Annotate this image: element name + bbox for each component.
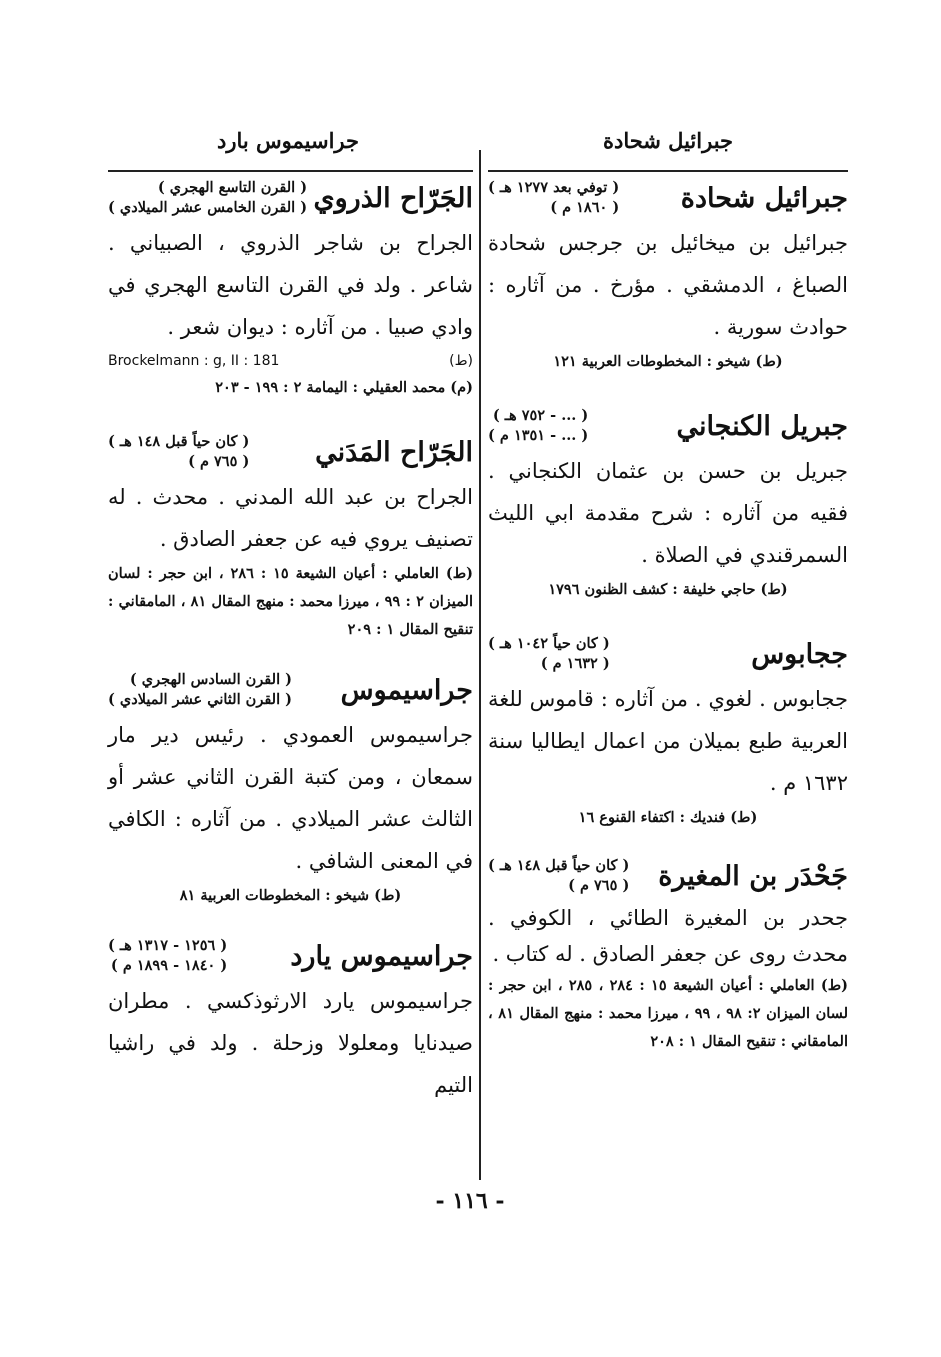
entry-source: (ط) فنديك : اكتفاء القنوع ١٦ <box>578 809 758 826</box>
entry-name: جبرائيل شحادة <box>680 182 848 214</box>
gregorian-date: ( ١٨٤٠ - ١٨٩٩ م ) <box>110 957 228 974</box>
latin-source-line <box>108 348 473 374</box>
entry-jarasimus <box>108 670 473 910</box>
gregorian-date: ( ١٨٦٠ م ) <box>550 199 620 216</box>
entry-text: جحدر بن المغيرة الطائي ، الكوفي . محدث روى عن جعفر الصادق . له كتاب . <box>488 906 848 966</box>
entry-heading <box>488 856 848 896</box>
entry-heading <box>108 670 473 710</box>
entry-dates <box>108 670 292 710</box>
entry-text: جراسيموس يارد الارثوذكسي . مطران صيدنايا ومعلولا وزحلة . ولد في راشيا التيم <box>108 989 473 1097</box>
entry-name: جبريل الكنجاني <box>676 410 848 442</box>
entry-dates <box>488 178 619 218</box>
entry-source: (ط) العاملي : أعيان الشيعة ١٥ : ٢٨٦ ، ابن حجر : لسان الميزان ٢ : ٩٩ ، ميرزا محمد : منهج المقال ٨١ ، المامقاني : تنقيح المقال ١ : ٢٠٩ <box>108 565 473 638</box>
entry-text: جبريل بن حسن بن عثمان الكنجاني . فقيه من آثاره : شرح مقدمة ابي الليث السمرقندي في الصلاة . <box>488 459 848 567</box>
entry-text: جراسيموس العمودي . رئيس دير مار سمعان ، ومن كتبة القرن الثاني عشر أو الثالث عشر الميلادي . من آثاره : الكافي في المعنى الشافي . <box>108 723 473 873</box>
entry-heading <box>488 634 848 674</box>
entry-heading <box>108 936 473 976</box>
entry-jarrah-madani <box>108 432 473 644</box>
entry-dates <box>108 936 227 976</box>
page-number: - ١١٦ - <box>435 1188 505 1214</box>
gregorian-date: ( ١٦٣٢ م ) <box>540 655 610 672</box>
hijri-date: ( كان حياً ١٠٤٢ هـ ) <box>488 635 610 652</box>
hijri-date: ( القرن السادس الهجري ) <box>129 671 293 688</box>
entry-text: جبرائيل بن ميخائيل بن جرجس شحادة الصباغ ، الدمشقي . مؤرخ . من آثاره : حوادث سورية . <box>488 231 848 339</box>
gregorian-date: ( القرن الخامس عشر الميلادي ) <box>108 199 308 216</box>
gregorian-date: ( ... - ١٣٥١ م ) <box>488 427 589 444</box>
entry-jahdar-mughira <box>488 856 848 1056</box>
entry-dates <box>108 432 249 472</box>
entry-name: الجَرّاح المَدَني <box>315 436 473 468</box>
entry-name: جَحْدَر بن المغيرة <box>658 860 848 892</box>
gregorian-date: ( ٧٦٥ م ) <box>188 453 250 470</box>
hijri-date: ( كان حياً قبل ١٤٨ هـ ) <box>488 857 630 874</box>
entry-source: (م) محمد العقيلي : اليمامة ٢ : ١٩٩ - ٢٠٣ <box>215 379 473 396</box>
entry-text: الجراح بن شاجر الذروي ، الصبياني . شاعر . ولد في القرن التاسع الهجري في وادي صبيا . من آثاره : ديوان شعر . <box>108 231 473 339</box>
entry-heading <box>108 432 473 472</box>
hijri-date: ( القرن التاسع الهجري ) <box>157 179 308 196</box>
right-column <box>488 178 848 1072</box>
entry-name: جراسيموس <box>340 674 473 706</box>
running-header-left: جراسيموس بارد <box>216 128 359 153</box>
hijri-date: ( ... - ٧٥٢ هـ ) <box>492 407 589 424</box>
entry-name: الجَرّاح الذروي <box>313 182 473 214</box>
entry-source: (ط) شيخو : المخطوطات العربية ٨١ <box>179 887 402 904</box>
entry-source: (ط) شيخو : المخطوطات العربية ١٢١ <box>553 353 783 370</box>
entry-heading <box>488 406 848 446</box>
entry-jarrah-dhirwi <box>108 178 473 402</box>
entry-source: (ط) العاملي : أعيان الشيعة ١٥ : ٢٨٤ ، ٢٨٥ ، ابن حجر : لسان الميزان ٢: ٩٨ ، ٩٩ ، ميرزا محمد : منهج المقال ٨١ ، المامقاني : تنقيح المقال ١ : ٢٠٨ <box>488 977 849 1050</box>
entry-jarasimus-yard <box>108 936 473 1106</box>
entry-jibril-kanjani <box>488 406 848 604</box>
latin-source: Brockelmann : g, II : 181 <box>108 353 280 369</box>
entry-dates <box>488 406 588 446</box>
entry-name: جراسيموس يارد <box>290 940 473 972</box>
column-divider <box>479 150 481 1180</box>
entry-jibrail-shahada <box>488 178 848 376</box>
entry-text: الجراح بن عبد الله المدني . محدث . له تصنيف يروي فيه عن جعفر الصادق . <box>108 485 473 551</box>
header-rule-right <box>488 170 848 172</box>
running-header-right: جبرائيل شحادة <box>602 128 734 153</box>
entry-jajabus <box>488 634 848 832</box>
entry-name: ججابوس <box>751 638 848 670</box>
entry-text: ججابوس . لغوي . من آثاره : قاموس للغة العربية طبع بميلان من اعمال ايطاليا سنة ١٦٣٢ م . <box>488 687 848 795</box>
hijri-date: ( ١٢٥٦ - ١٣١٧ هـ ) <box>108 937 228 954</box>
left-column <box>108 178 473 1122</box>
hijri-date: ( توفي بعد ١٢٧٧ هـ ) <box>488 179 620 196</box>
entry-dates <box>488 634 610 674</box>
header-rule-left <box>108 170 473 172</box>
gregorian-date: ( القرن الثاني عشر الميلادي ) <box>108 691 293 708</box>
entry-source: (ط) حاجي خليفة : كشف الظنون ١٧٩٦ <box>548 581 788 598</box>
gregorian-date: ( ٧٦٥ م ) <box>568 877 630 894</box>
entry-dates <box>488 856 629 896</box>
latin-source-mark: (ط) <box>449 353 473 369</box>
entry-dates <box>108 178 307 218</box>
hijri-date: ( كان حياً قبل ١٤٨ هـ ) <box>108 433 250 450</box>
entry-heading <box>488 178 848 218</box>
entry-heading <box>108 178 473 218</box>
